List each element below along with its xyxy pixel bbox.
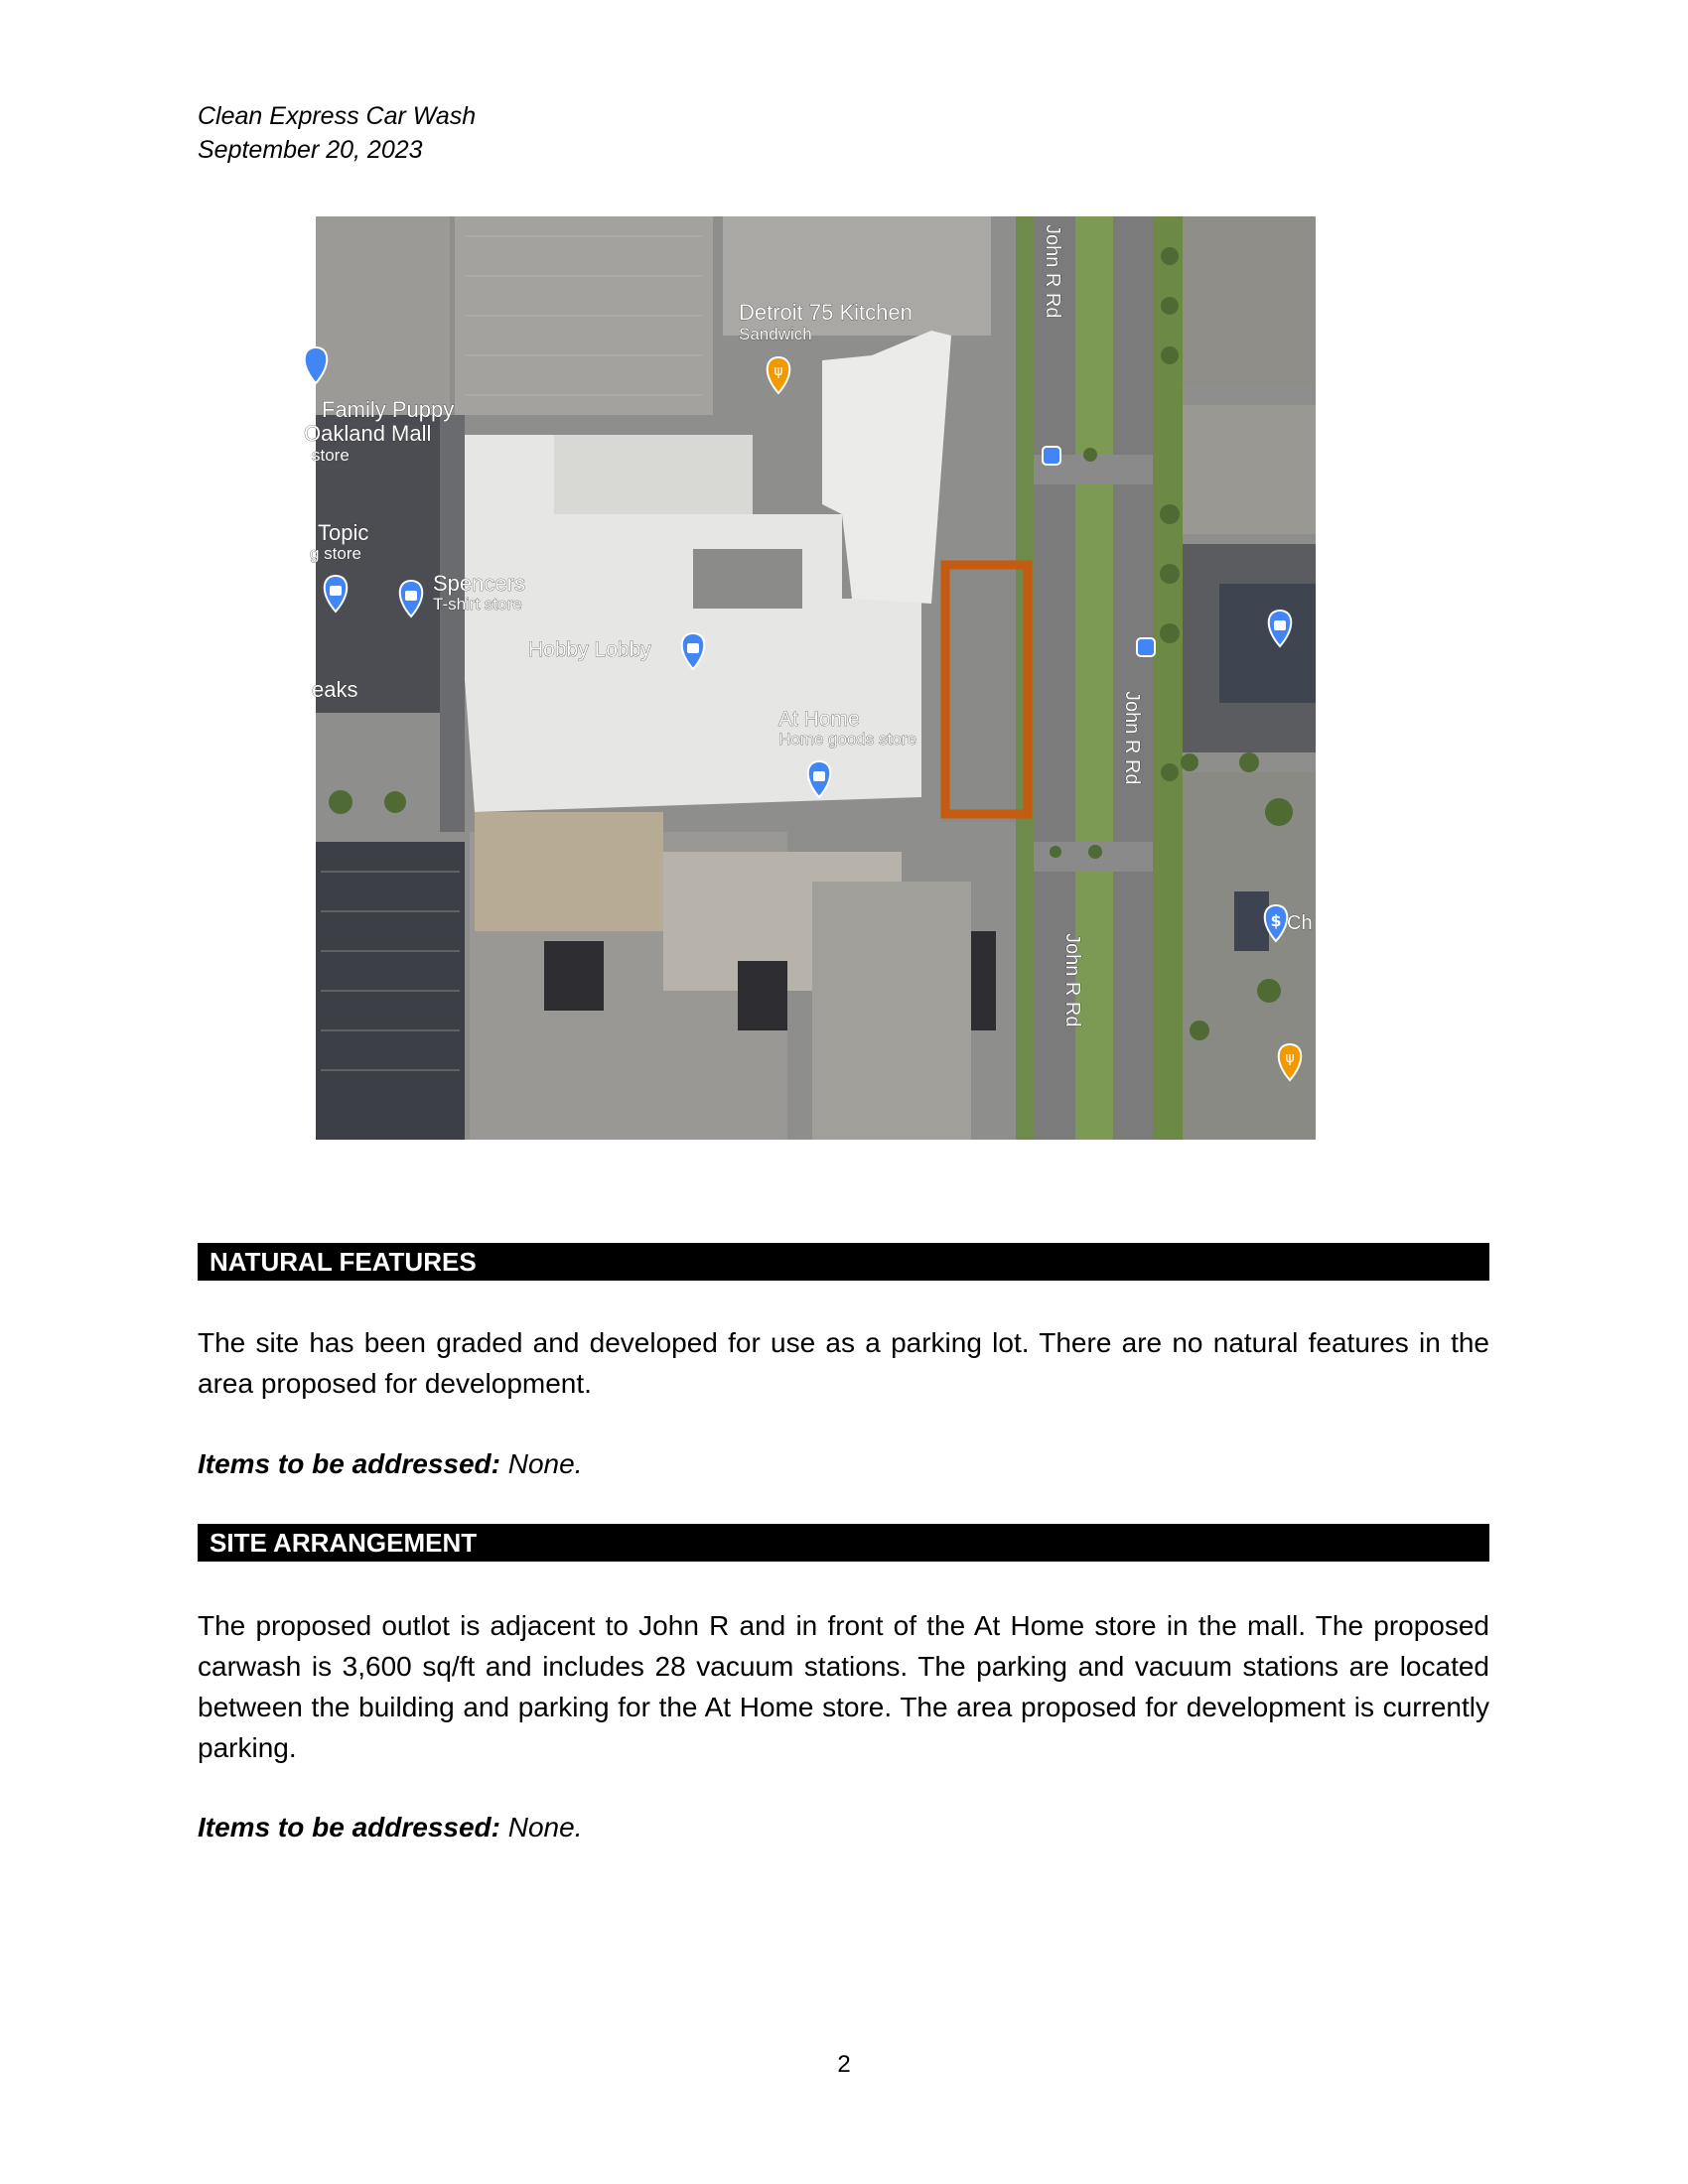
svg-text:ψ: ψ xyxy=(1285,1050,1295,1066)
map-label-detroit-kitchen: Detroit 75 Kitchen xyxy=(739,300,913,325)
map-label-family-puppy: Family Puppy xyxy=(322,397,455,422)
document-header xyxy=(198,99,476,167)
map-label-eaks: eaks xyxy=(312,677,358,702)
section-heading-natural-features: NATURAL FEATURES xyxy=(198,1243,1489,1281)
aerial-site-map xyxy=(304,216,1316,1140)
items-label: Items to be addressed: xyxy=(198,1448,500,1479)
svg-text:ψ: ψ xyxy=(774,363,783,379)
natural-features-items xyxy=(198,1443,582,1484)
items-value: None. xyxy=(499,1812,583,1843)
map-label-road-1: John R Rd xyxy=(1042,224,1063,319)
map-label-topic-store: g store xyxy=(310,544,361,563)
natural-features-body: The site has been graded and developed for use as a parking lot. There are no natural features in the area proposed for development. xyxy=(198,1327,1489,1399)
page-number: 2 xyxy=(837,2051,851,2078)
map-label-road-2: John R Rd xyxy=(1121,691,1143,785)
site-arrangement-body: The proposed outlot is adjacent to John R and in front of the At Home store in the mall. The proposed carwash is 3,600 sq/ft and includes 28 vacuum stations. The parking and vacuum stations are located between the building and parking for the At Home store. The area proposed for development is currently parking. xyxy=(198,1610,1489,1763)
map-label-spencers: Spencers xyxy=(433,571,525,596)
map-label-sandwich: Sandwich xyxy=(739,325,812,343)
header-title: Clean Express Car Wash xyxy=(198,102,477,130)
items-label: Items to be addressed: xyxy=(198,1812,500,1843)
map-label-hobby-lobby: Hobby Lobby xyxy=(528,638,651,661)
map-label-tshirt: T-shirt store xyxy=(433,595,522,614)
svg-text:$: $ xyxy=(1270,911,1282,930)
header-date: September 20, 2023 xyxy=(198,136,423,164)
map-label-topic: Topic xyxy=(318,520,369,545)
map-label-ch: Ch xyxy=(1287,912,1313,934)
map-label-oakland-mall: Oakland Mall xyxy=(304,421,432,446)
map-label-at-home: At Home xyxy=(778,708,860,731)
section-heading-site-arrangement: SITE ARRANGEMENT xyxy=(198,1524,1489,1562)
site-arrangement-items xyxy=(198,1807,582,1847)
items-value: None. xyxy=(499,1448,583,1479)
map-label-store-partial: store xyxy=(312,446,350,465)
map-label-road-3: John R Rd xyxy=(1061,933,1083,1027)
map-label-home-goods: Home goods store xyxy=(778,730,916,749)
